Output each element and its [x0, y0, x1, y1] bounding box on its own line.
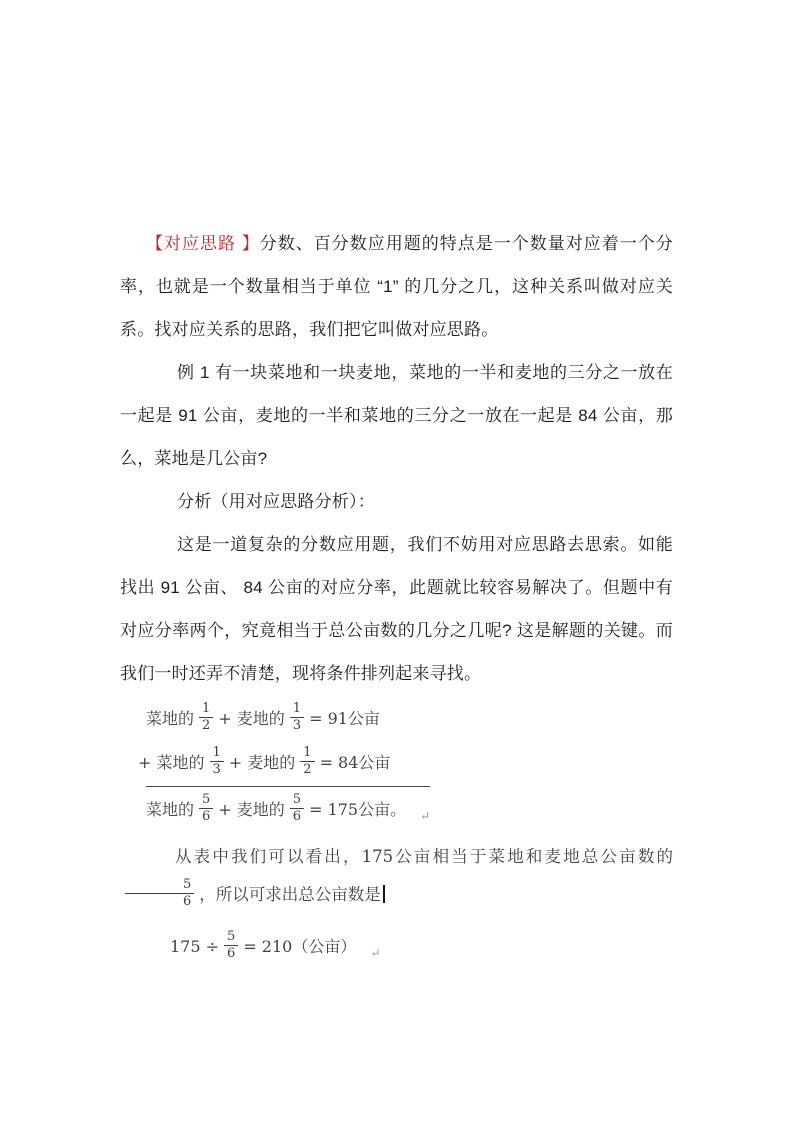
fraction-one-third: [210, 746, 224, 778]
fraction-five-sixths: [224, 930, 238, 962]
eq3-mid: + 麦地的: [218, 800, 285, 819]
fraction-one-half: [199, 702, 213, 734]
fraction-denominator: 6: [292, 809, 302, 824]
fraction-one-third: [290, 702, 304, 734]
fraction-denominator: 2: [202, 718, 211, 733]
eq1-result: = 91公亩: [309, 709, 380, 728]
final-eq-right: = 210（公亩）: [243, 937, 357, 956]
paragraph-return-icon: ↵: [420, 809, 431, 823]
analysis-label-text: 分析（用对应思路分析）：: [177, 492, 375, 511]
equation-row-1: [146, 697, 430, 741]
fraction-five-sixths: [125, 878, 194, 910]
fraction-denominator: 6: [227, 946, 236, 961]
equation-row-2: [138, 741, 430, 785]
intro-text: 分数、百分数应用题的特点是一个数量对应着一个分率，也就是一个数量相当于单位 “1” 的几分之几，这种关系叫做对应关系。找对应关系的思路，我们把它叫做对应思路。: [120, 234, 673, 339]
fraction-numerator: 1: [210, 746, 224, 762]
eq2-result: = 84公亩: [319, 753, 391, 772]
eq1-mid: + 麦地的: [218, 709, 285, 728]
conclusion-before: 从表中我们可以看出，175公亩相当于菜地和麦地总公亩数的: [175, 847, 673, 866]
fraction-numerator: 5: [290, 793, 304, 809]
text-cursor: [383, 885, 385, 903]
fraction-five-sixths: [290, 793, 304, 825]
fraction-numerator: 1: [290, 702, 304, 718]
fraction-denominator: 2: [303, 762, 312, 777]
fraction-numerator: 1: [199, 702, 213, 718]
eq3-lead: 菜地的: [146, 800, 195, 819]
fraction-numerator: 1: [300, 746, 314, 762]
fraction-denominator: 6: [202, 809, 211, 824]
final-equation: [170, 924, 673, 976]
equation-table: [138, 697, 431, 832]
fraction-five-sixths: [199, 793, 213, 825]
sum-rule-line: [146, 786, 430, 787]
analysis-body-paragraph: [120, 523, 673, 695]
analysis-label-paragraph: [120, 480, 673, 523]
final-eq-left: 175 ÷: [170, 937, 220, 956]
fraction-numerator: 5: [125, 878, 194, 894]
fraction-denominator: 6: [183, 894, 192, 909]
topic-heading: 【对应思路 】: [146, 234, 260, 253]
fraction-one-half: [300, 746, 314, 778]
fraction-denominator: 3: [212, 762, 221, 777]
fraction-numerator: 5: [224, 930, 238, 946]
conclusion-after: ，所以可求出总公亩数是: [199, 885, 381, 904]
conclusion-paragraph: [120, 838, 673, 914]
eq2-lead: + 菜地的: [138, 753, 205, 772]
eq1-lead: 菜地的: [146, 709, 195, 728]
fraction-denominator: 3: [292, 718, 302, 733]
fraction-numerator: 5: [199, 793, 213, 809]
equation-row-3: [146, 788, 430, 832]
intro-paragraph: [120, 222, 673, 351]
eq3-result: = 175公亩。: [309, 800, 407, 819]
example-paragraph: [120, 351, 673, 480]
eq2-mid: + 麦地的: [228, 753, 296, 772]
analysis-body-text: 这是一道复杂的分数应用题，我们不妨用对应思路去思索。如能找出 91 公亩、 84 公亩的对应分率，此题就比较容易解决了。但题中有对应分率两个，究竟相当于总公亩数的几分之几呢? 这是解题的关键。而我们一时还弄不清楚，现将条件排列起来寻找。: [120, 535, 673, 683]
example-text: 例 1 有一块菜地和一块麦地，菜地的一半和麦地的三分之一放在一起是 91 公亩，麦地的一半和菜地的三分之一放在一起是 84 公亩，那么，菜地是几公亩?: [120, 363, 673, 468]
paragraph-return-icon: ↵: [370, 946, 381, 960]
